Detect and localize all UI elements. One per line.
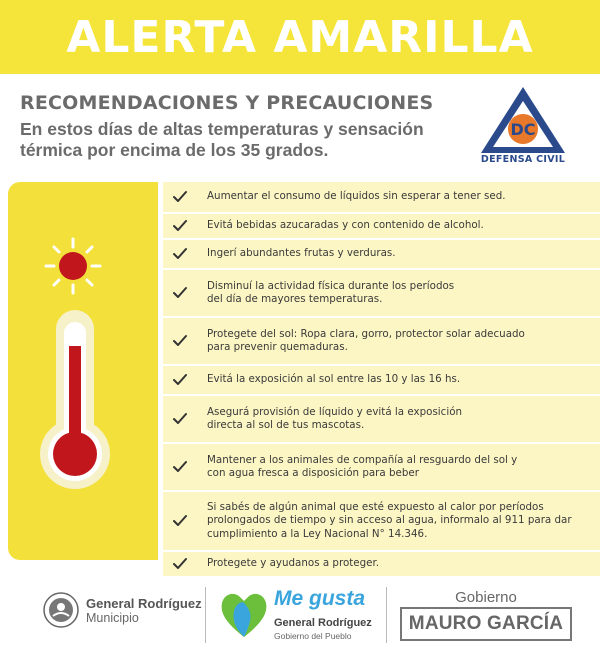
list-item-text: Protegete del sol: Ropa clara, gorro, protector solar adecuado para prevenir quemaduras. bbox=[207, 327, 525, 353]
list-item bbox=[163, 552, 600, 576]
thermometer-panel bbox=[8, 182, 158, 560]
check-icon bbox=[173, 514, 187, 528]
list-item-text: Evitá bebidas azucaradas y con contenido de alcohol. bbox=[207, 219, 484, 232]
list-item-text: Disminuí la actividad física durante los períodos del día de mayores temperaturas. bbox=[207, 279, 455, 305]
list-item bbox=[163, 318, 600, 364]
gobierno-label: Gobierno bbox=[455, 589, 517, 606]
check-icon bbox=[173, 412, 187, 426]
check-icon bbox=[173, 334, 187, 348]
municipio-name: General Rodríguez bbox=[86, 595, 202, 611]
list-item bbox=[163, 182, 600, 212]
alert-title: ALERTA AMARILLA bbox=[66, 11, 534, 63]
thermometer-illustration bbox=[8, 182, 158, 560]
list-item-text: Ingerí abundantes frutas y verduras. bbox=[207, 247, 396, 260]
check-icon bbox=[173, 373, 187, 387]
list-item bbox=[163, 444, 600, 490]
list-item-text: Si sabés de algún animal que esté expuesto al calor por períodos prolongados de tiempo y sin acceso al agua, informalo al 911 para dar cumplimiento a la Ley Nacional N° 14.346. bbox=[207, 500, 572, 540]
defensa-civil-caption: DEFENSA CIVIL bbox=[480, 154, 566, 165]
check-icon bbox=[173, 286, 187, 300]
recommendations-heading: RECOMENDACIONES Y PRECAUCIONES bbox=[20, 92, 434, 114]
municipio-logo bbox=[43, 592, 202, 628]
recommendations-subheading: En estos días de altas temperaturas y sensación térmica por encima de los 35 grados. bbox=[20, 119, 424, 160]
check-icon bbox=[173, 557, 187, 571]
alert-banner bbox=[0, 0, 600, 74]
list-item bbox=[163, 240, 600, 268]
recommendations-list bbox=[163, 182, 600, 578]
defensa-civil-logo bbox=[478, 84, 568, 170]
page-header bbox=[20, 92, 470, 161]
sun-icon bbox=[46, 239, 100, 293]
footer-divider bbox=[386, 587, 387, 643]
check-icon bbox=[173, 219, 187, 233]
list-item bbox=[163, 396, 600, 442]
list-item-text: Aumentar el consumo de líquidos sin esperar a tener sed. bbox=[207, 190, 506, 203]
gobierno-box bbox=[400, 607, 572, 641]
municipio-seal-icon bbox=[43, 592, 79, 628]
me-gusta-title: Me gusta bbox=[274, 587, 366, 610]
list-item-text: Protegete y ayudanos a proteger. bbox=[207, 557, 380, 570]
defensa-civil-triangle-icon bbox=[478, 84, 568, 156]
list-item-text: Mantener a los animales de compañía al resguardo del sol y con agua fresca a disposición para beber bbox=[207, 453, 518, 479]
list-item bbox=[163, 366, 600, 394]
heart-map-icon bbox=[218, 589, 270, 639]
me-gusta-logo bbox=[218, 583, 378, 653]
list-item-text: Evitá la exposición al sol entre las 10 y las 16 hs. bbox=[207, 373, 461, 386]
me-gusta-name: General Rodríguez bbox=[274, 617, 372, 629]
list-item bbox=[163, 214, 600, 238]
list-item-text: Asegurá provisión de líquido y evitá la exposición directa al sol de tus mascotas. bbox=[207, 405, 463, 431]
check-icon bbox=[173, 460, 187, 474]
list-item bbox=[163, 270, 600, 316]
gobierno-logo bbox=[400, 589, 572, 645]
municipio-sub: Municipio bbox=[86, 610, 139, 625]
footer-divider bbox=[205, 587, 206, 643]
dc-letters: DC bbox=[510, 120, 536, 139]
me-gusta-sub: Gobierno del Pueblo bbox=[274, 631, 352, 641]
footer bbox=[0, 575, 600, 667]
list-item bbox=[163, 492, 600, 550]
check-icon bbox=[173, 247, 187, 261]
gobierno-name: MAURO GARCÍA bbox=[408, 613, 564, 634]
thermometer-icon bbox=[40, 310, 110, 489]
check-icon bbox=[173, 190, 187, 204]
